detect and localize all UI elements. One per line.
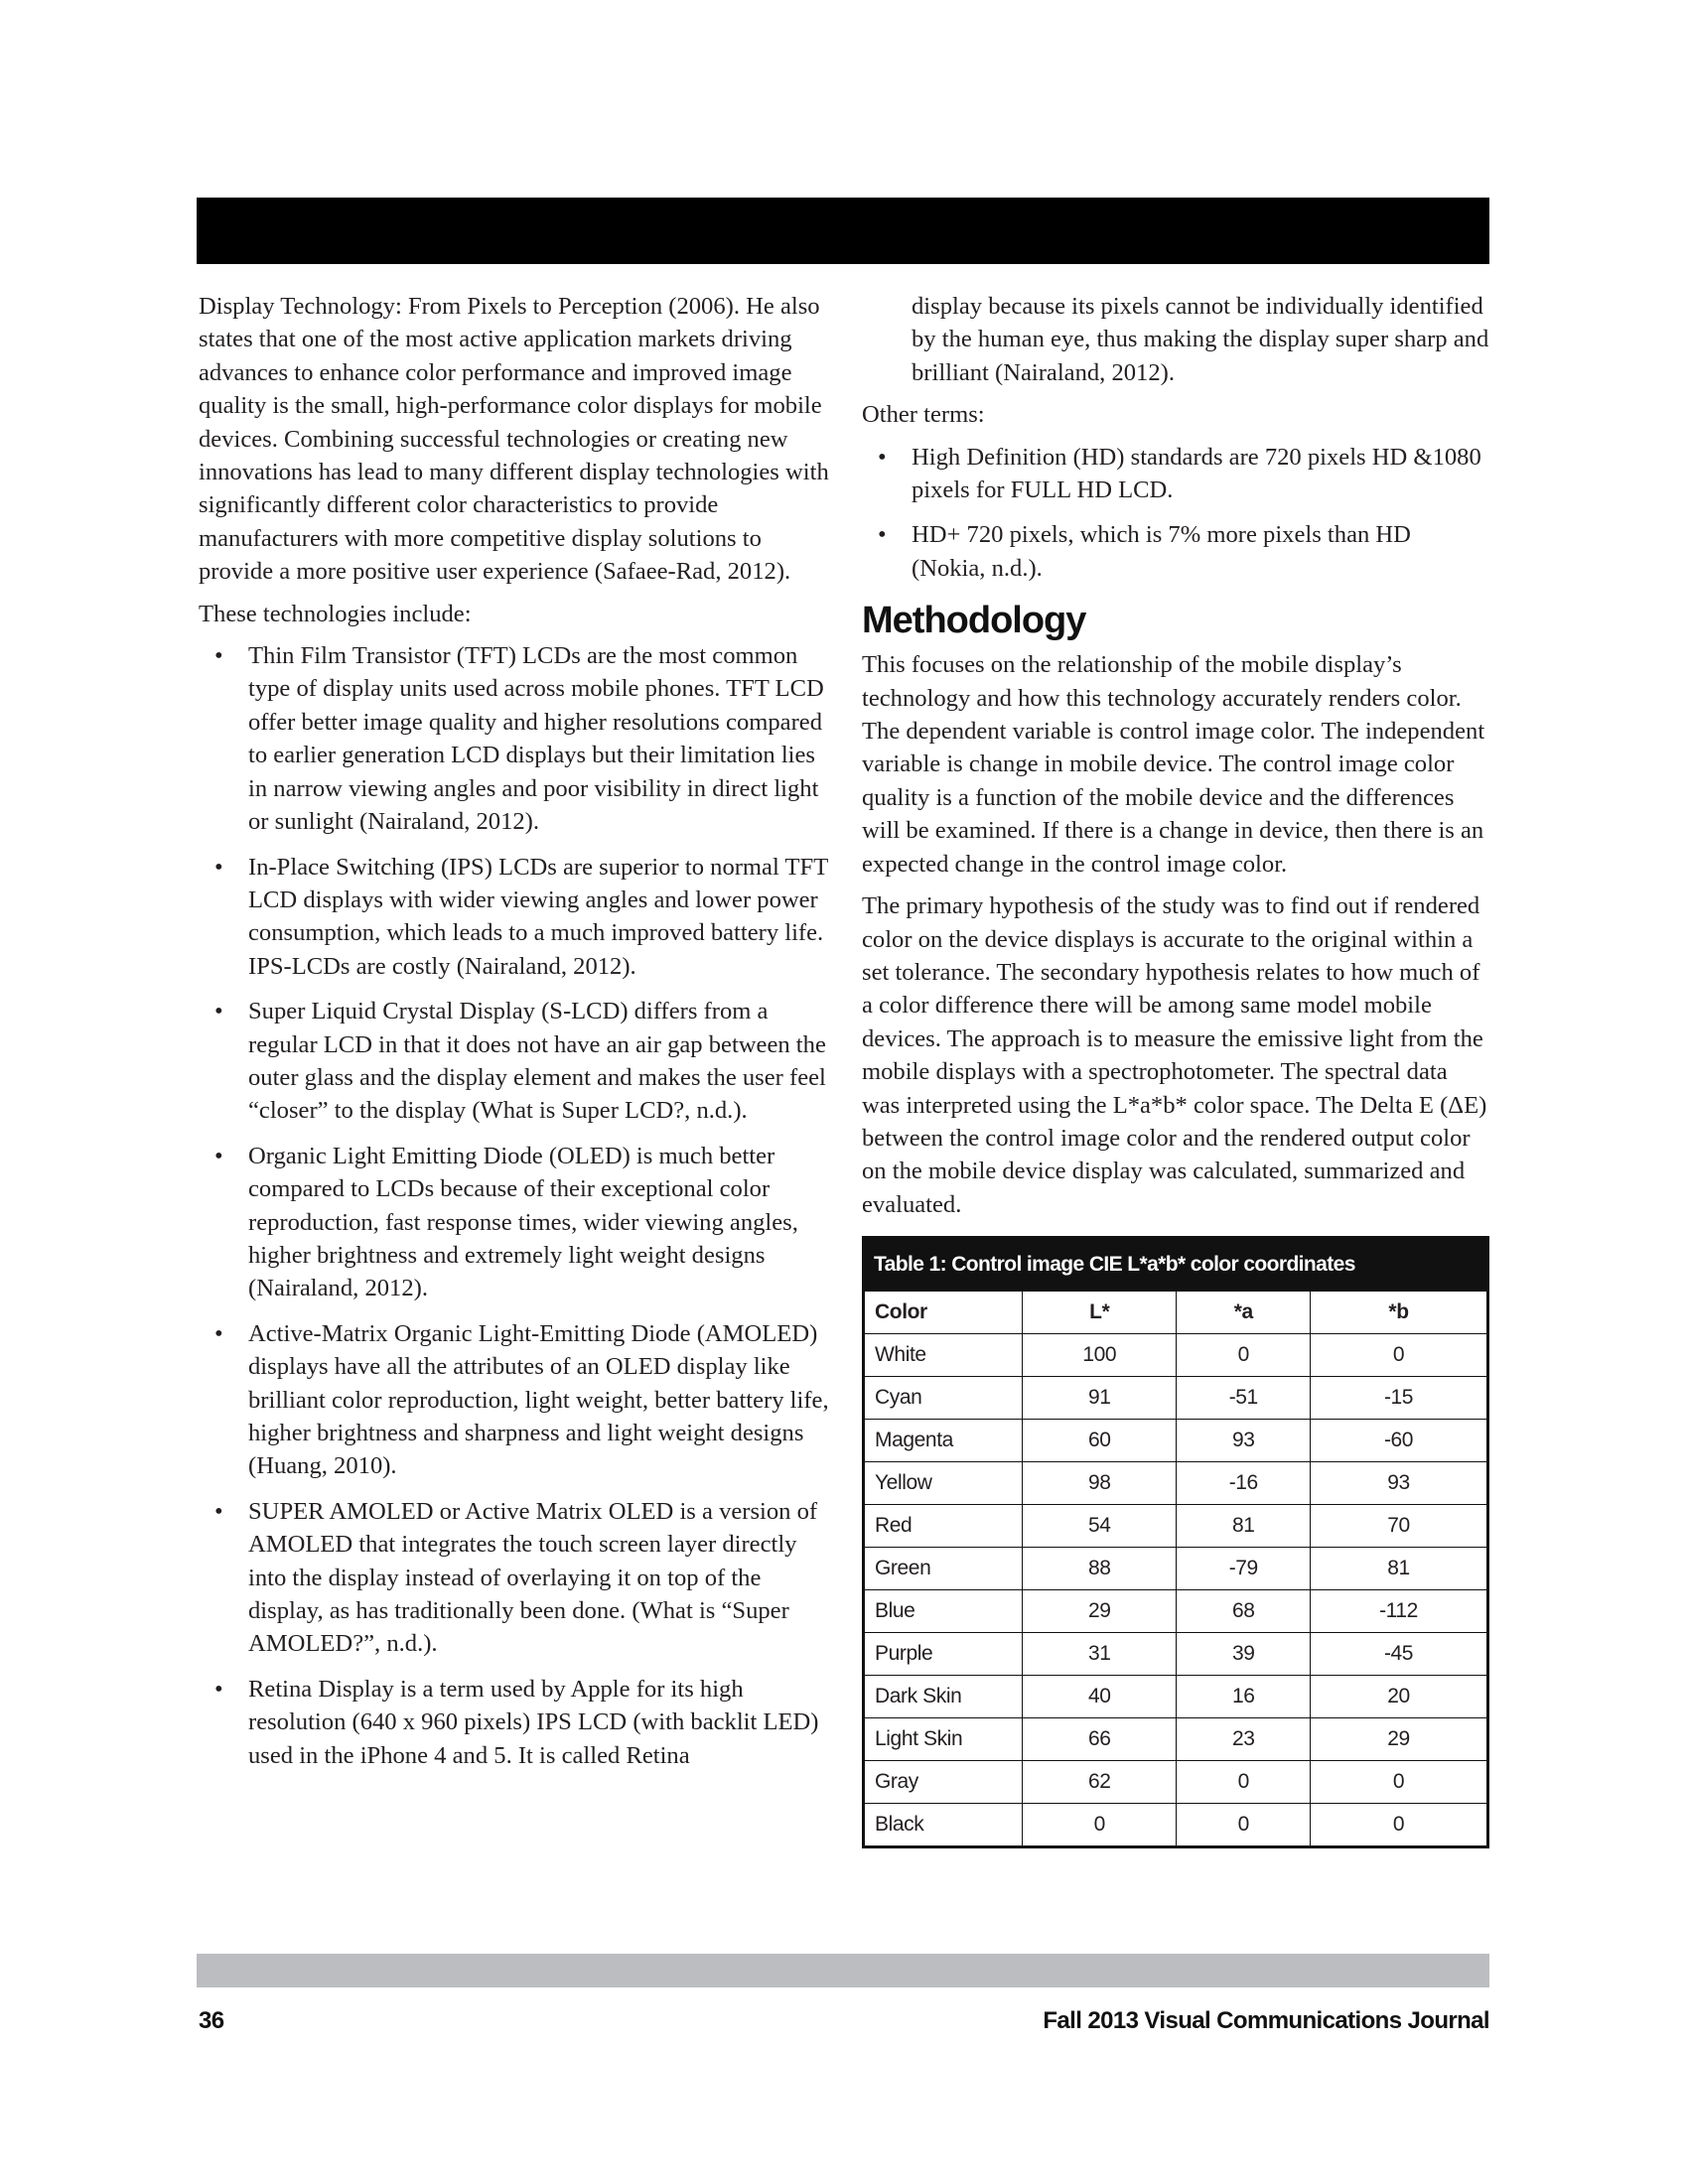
table-cell: Black [865, 1804, 1023, 1846]
table-cell: -60 [1311, 1420, 1487, 1462]
table-cell: 100 [1023, 1334, 1177, 1377]
page-number: 36 [199, 2007, 224, 2034]
list-item: • Super Liquid Crystal Display (S-LCD) differs from a regular LCD in that it does not have an air gap between the outer glass and the display element and makes the user feel “closer” to the display (What is Super LCD?, n.d.). [199, 995, 834, 1128]
table-row [865, 1462, 1487, 1505]
table-cell: 70 [1311, 1505, 1487, 1548]
table-row [865, 1505, 1487, 1548]
table-cell: 68 [1177, 1590, 1311, 1633]
paragraph: Display Technology: From Pixels to Perception (2006). He also states that one of the most active application markets driving advances to enhance color performance and improved image quality is the small, high-performance color displays for mobile devices. Combining successful technologies or creating new innovations has lead to many different display technologies with significantly different color characteristics to provide manufacturers with more competitive display solutions to provide a more positive user experience (Safaee-Rad, 2012). [199, 293, 829, 586]
table-cell: Light Skin [865, 1718, 1023, 1761]
table-cell: Gray [865, 1761, 1023, 1804]
table-header-row [865, 1292, 1487, 1334]
journal-title: Fall 2013 Visual Communications Journal [1043, 2007, 1489, 2034]
table-cell: Blue [865, 1590, 1023, 1633]
table-row [865, 1761, 1487, 1804]
table-cell: -45 [1311, 1633, 1487, 1676]
table-cell: 39 [1177, 1633, 1311, 1676]
table-cell: 0 [1311, 1804, 1487, 1846]
other-terms-list [862, 441, 1489, 586]
table-cell: -79 [1177, 1548, 1311, 1590]
table-cell: -16 [1177, 1462, 1311, 1505]
table-row [865, 1718, 1487, 1761]
table-cell: Cyan [865, 1377, 1023, 1420]
table-row [865, 1548, 1487, 1590]
table-cell: 0 [1311, 1761, 1487, 1804]
table-cell: 20 [1311, 1676, 1487, 1718]
left-column [199, 290, 834, 1784]
table-cell: Green [865, 1548, 1023, 1590]
footer-bar [197, 1954, 1489, 1987]
table-cell: Purple [865, 1633, 1023, 1676]
table-cell: 54 [1023, 1505, 1177, 1548]
column-header: *a [1177, 1292, 1311, 1334]
paragraph: The primary hypothesis of the study was to find out if rendered color on the device displays is accurate to the original within a set tolerance. The secondary hypothesis relates to how much of a color difference there will be among same model mobile devices. The approach is to measure the emissive light from the mobile displays with a spectrophotometer. The spectral data was interpreted using the L*a*b* color space. The Delta E (ΔE) between the control image color and the rendered output color on the mobile device display was calculated, summarized and evaluated. [862, 892, 1487, 1218]
color-coordinates-table [862, 1236, 1489, 1848]
table-cell: Magenta [865, 1420, 1023, 1462]
list-item: • Organic Light Emitting Diode (OLED) is much better compared to LCDs because of their exceptional color reproduction, fast response times, wider viewing angles, higher brightness and extremely light weight designs (Nairaland, 2012). [199, 1140, 834, 1305]
table-cell: 0 [1311, 1334, 1487, 1377]
list-item: • In-Place Switching (IPS) LCDs are superior to normal TFT LCD displays with wider viewing angles and lower power consumption, which leads to a much improved battery life. IPS-LCDs are costly (Nairaland, 2012). [199, 851, 834, 984]
table-cell: 0 [1177, 1804, 1311, 1846]
table-cell: 23 [1177, 1718, 1311, 1761]
table-cell: Red [865, 1505, 1023, 1548]
table-cell: 29 [1311, 1718, 1487, 1761]
table-row [865, 1676, 1487, 1718]
table-cell: 62 [1023, 1761, 1177, 1804]
table-row [865, 1804, 1487, 1846]
paragraph: Other terms: [862, 401, 985, 429]
table-cell: 16 [1177, 1676, 1311, 1718]
table-cell: 31 [1023, 1633, 1177, 1676]
right-column [862, 290, 1489, 1848]
data-table [864, 1291, 1487, 1846]
section-heading: Methodology [862, 600, 1086, 642]
table-row [865, 1590, 1487, 1633]
table-cell: -15 [1311, 1377, 1487, 1420]
table-cell: 66 [1023, 1718, 1177, 1761]
list-item: • Active-Matrix Organic Light-Emitting Diode (AMOLED) displays have all the attributes of an OLED display like brilliant color reproduction, light weight, better battery life, higher brightness and sharpness and light weight designs (Huang, 2010). [199, 1317, 834, 1483]
table-cell: 81 [1311, 1548, 1487, 1590]
list-item: • High Definition (HD) standards are 720 pixels HD &1080 pixels for FULL HD LCD. [862, 441, 1489, 507]
table-cell: Dark Skin [865, 1676, 1023, 1718]
table-cell: 81 [1177, 1505, 1311, 1548]
paragraph: These technologies include: [199, 600, 472, 627]
table-cell: White [865, 1334, 1023, 1377]
column-header: L* [1023, 1292, 1177, 1334]
table-caption: Table 1: Control image CIE L*a*b* color coordinates [864, 1238, 1487, 1291]
column-header: *b [1311, 1292, 1487, 1334]
list-item: • HD+ 720 pixels, which is 7% more pixels than HD (Nokia, n.d.). [862, 518, 1489, 585]
table-row [865, 1633, 1487, 1676]
table-cell: 91 [1023, 1377, 1177, 1420]
table-cell: 60 [1023, 1420, 1177, 1462]
table-cell: -112 [1311, 1590, 1487, 1633]
table-cell: 98 [1023, 1462, 1177, 1505]
column-header: Color [865, 1292, 1023, 1334]
list-item: • Retina Display is a term used by Apple for its high resolution (640 x 960 pixels) IPS LCD (with backlit LED) used in the iPhone 4 and 5. It is called Retina [199, 1673, 834, 1772]
table-cell: 40 [1023, 1676, 1177, 1718]
table-cell: Yellow [865, 1462, 1023, 1505]
table-row [865, 1377, 1487, 1420]
table-cell: 0 [1177, 1761, 1311, 1804]
table-cell: 93 [1311, 1462, 1487, 1505]
table-row [865, 1420, 1487, 1462]
table-cell: 88 [1023, 1548, 1177, 1590]
list-item: • Thin Film Transistor (TFT) LCDs are the most common type of display units used across mobile phones. TFT LCD offer better image quality and higher resolutions compared to earlier generation LCD displays but their limitation lies in narrow viewing angles and poor visibility in direct light or sunlight (Nairaland, 2012). [199, 639, 834, 838]
paragraph: This focuses on the relationship of the mobile display’s technology and how this technology accurately renders color. The dependent variable is control image color. The independent variable is change in mobile device. The control image color quality is a function of the mobile device and the differences will be examined. If there is a change in device, then there is an expected change in the control image color. [862, 651, 1485, 878]
header-bar [197, 198, 1489, 264]
technology-list [199, 639, 834, 1772]
table-cell: 0 [1177, 1334, 1311, 1377]
table-cell: 0 [1023, 1804, 1177, 1846]
table-cell: 29 [1023, 1590, 1177, 1633]
table-cell: 93 [1177, 1420, 1311, 1462]
list-item: • SUPER AMOLED or Active Matrix OLED is a version of AMOLED that integrates the touch screen layer directly into the display instead of overlaying it on top of the display, as has traditionally been done. (What is “Super AMOLED?”, n.d.). [199, 1495, 834, 1661]
list-item-continuation: display because its pixels cannot be individually identified by the human eye, thus making the display super sharp and brilliant (Nairaland, 2012). [912, 293, 1489, 386]
table-row [865, 1334, 1487, 1377]
table-cell: -51 [1177, 1377, 1311, 1420]
